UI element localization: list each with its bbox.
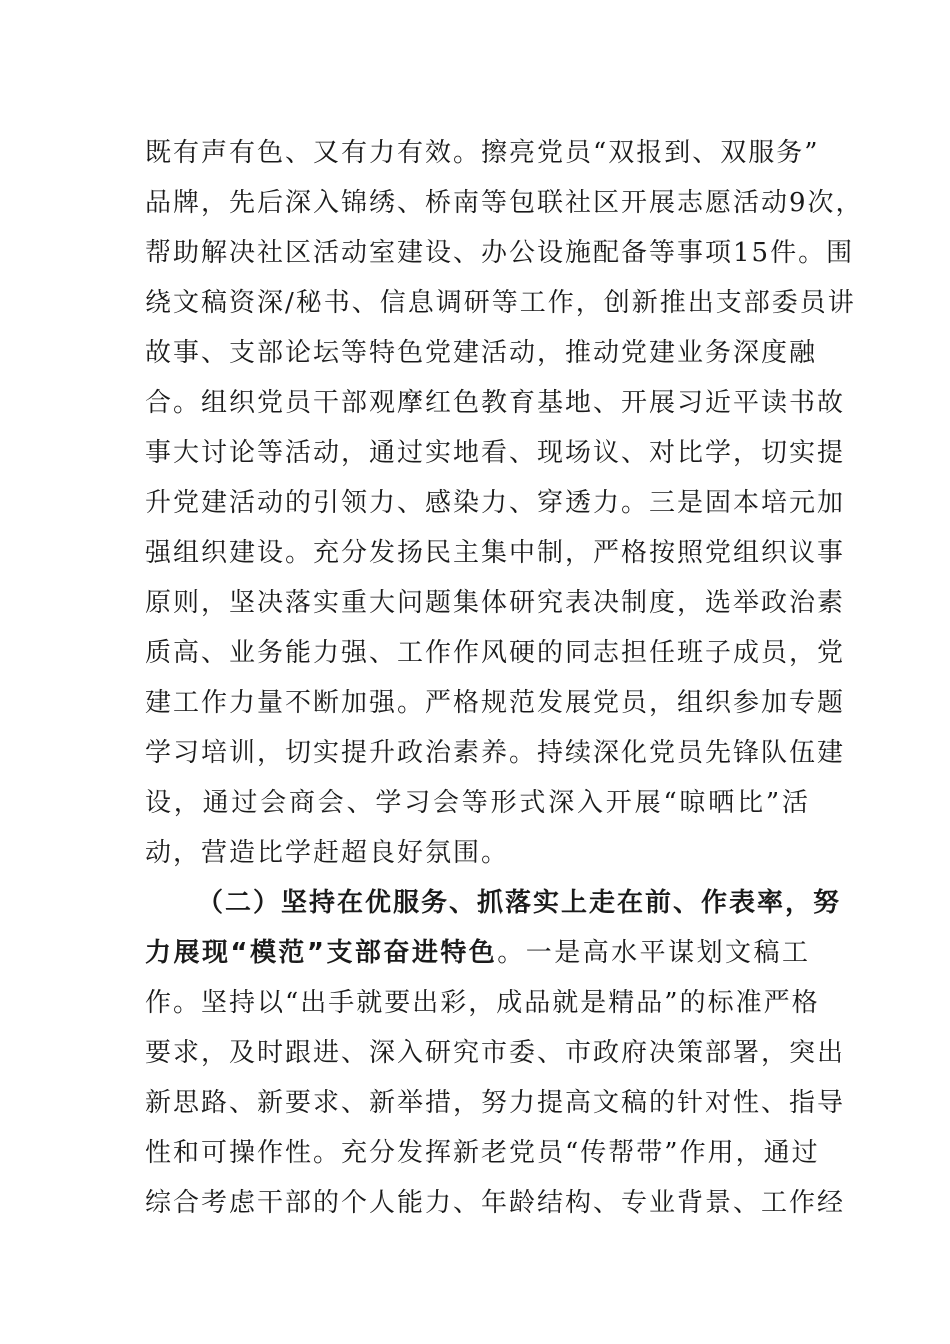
paragraph-line: 绕文稿资深/秘书、信息调研等工作，创新推出支部委员讲 — [145, 288, 856, 318]
section-heading-line: （二）坚持在优服务、抓落实上走在前、作表率，努 — [197, 888, 842, 918]
section-heading-rest-text: 。一是高水平谋划文稿工 — [497, 938, 810, 968]
section-heading-continuation — [145, 928, 810, 978]
paragraph-line: 既有声有色、又有力有效。擦亮党员“双报到、双服务” — [145, 138, 820, 168]
paragraph-line: 性和可操作性。充分发挥新老党员“传帮带”作用，通过 — [145, 1138, 820, 1168]
paragraph-line: 建工作力量不断加强。严格规范发展党员，组织参加专题 — [145, 688, 846, 718]
paragraph-line: 升党建活动的引领力、感染力、穿透力。三是固本培元加 — [145, 488, 846, 518]
section-heading-bold-text: 力展现“模范”支部奋进特色 — [145, 938, 498, 968]
paragraph-line: 质高、业务能力强、工作作风硬的同志担任班子成员，党 — [145, 638, 846, 668]
paragraph-line: 综合考虑干部的个人能力、年龄结构、专业背景、工作经 — [145, 1188, 846, 1218]
paragraph-line: 事大讨论等活动，通过实地看、现场议、对比学，切实提 — [145, 438, 846, 468]
paragraph-line: 作。坚持以“出手就要出彩，成品就是精品”的标准严格 — [145, 988, 820, 1018]
paragraph-line: 品牌，先后深入锦绣、桥南等包联社区开展志愿活动9次， — [145, 188, 864, 218]
paragraph-line: 新思路、新要求、新举措，努力提高文稿的针对性、指导 — [145, 1088, 846, 1118]
paragraph-line: 动，营造比学赶超良好氛围。 — [145, 838, 510, 868]
paragraph-line: 学习培训，切实提升政治素养。持续深化党员先锋队伍建 — [145, 738, 846, 768]
paragraph-line: 设，通过会商会、学习会等形式深入开展“晾晒比”活 — [145, 788, 810, 818]
paragraph-line: 合。组织党员干部观摩红色教育基地、开展习近平读书故 — [145, 388, 846, 418]
paragraph-line: 要求，及时跟进、深入研究市委、市政府决策部署，突出 — [145, 1038, 846, 1068]
paragraph-line: 故事、支部论坛等特色党建活动，推动党建业务深度融 — [145, 338, 818, 368]
paragraph-line: 原则，坚决落实重大问题集体研究表决制度，选举政治素 — [145, 588, 846, 618]
paragraph-line: 帮助解决社区活动室建设、办公设施配备等事项15件。围 — [145, 238, 855, 268]
paragraph-line: 强组织建设。充分发扬民主集中制，严格按照党组织议事 — [145, 538, 846, 568]
